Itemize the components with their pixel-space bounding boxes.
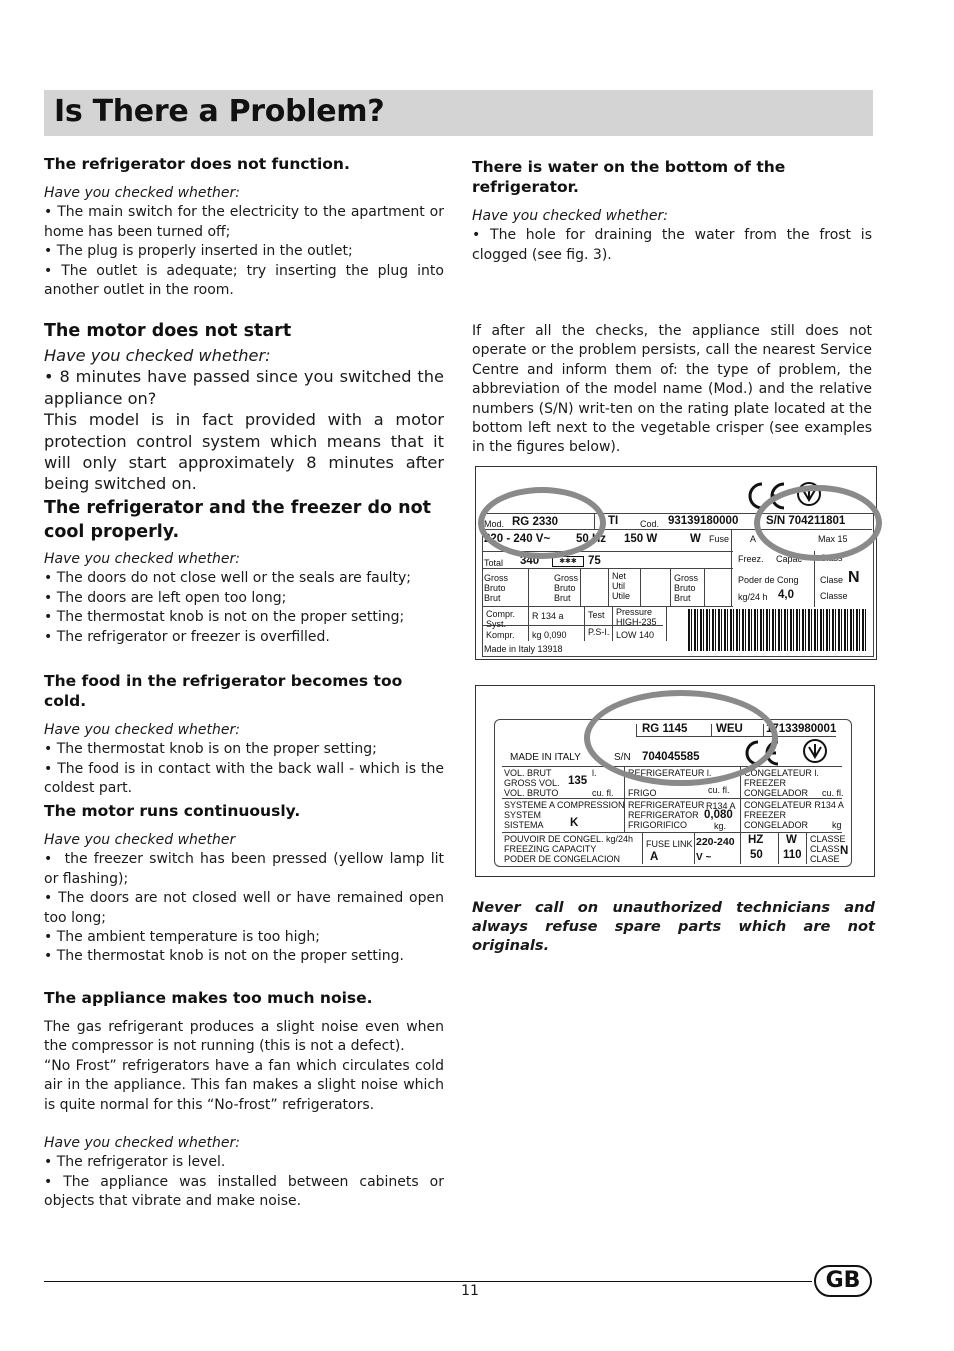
title-bar	[44, 90, 873, 136]
list-item: • The doors are left open too long;	[44, 589, 444, 608]
section-water-bottom	[472, 157, 872, 265]
plate-text: 340	[520, 555, 540, 567]
list-item: • The refrigerator or freezer is overfilled.	[44, 628, 444, 647]
warning-text: Never call on unauthorized technicians and always refuse spare parts which are not originals.	[472, 899, 875, 954]
imq-mark-icon	[802, 738, 828, 764]
plate-text: 50	[750, 849, 763, 861]
plate-text: POUVOIR DE CONGEL. kg/24h FREEZING CAPACITY PODER DE CONGELACION	[504, 834, 634, 864]
section-heading: The appliance makes too much noise.	[44, 989, 373, 1007]
plate-text: REFRIGERATEUR l.	[628, 768, 712, 778]
check-label: Have you checked whether:	[472, 208, 668, 224]
check-label: Have you checked whether:	[44, 551, 240, 567]
section-service	[472, 322, 872, 458]
section-runs-continuously	[44, 801, 444, 967]
check-label: Have you checked whether	[44, 832, 236, 848]
plate-text: CONGELATEUR R134 A FREEZER CONGELADOR	[744, 800, 844, 830]
section-heading: The motor does not start	[44, 321, 292, 341]
plate-text: TI	[608, 515, 619, 527]
warning-note	[472, 898, 875, 955]
plate-text: FUSE LINK	[646, 839, 693, 849]
plate-text: R 134 a	[532, 611, 564, 621]
plate-text: 135	[568, 775, 588, 787]
plate-text: P.S-I.	[588, 627, 610, 637]
section-heading: The food in the refrigerator becomes too cold.	[44, 672, 403, 710]
plate-text: Gross Bruto Brut	[554, 573, 579, 603]
star-rating-icon: ✱✱✱	[552, 556, 584, 567]
plate-text: W	[690, 533, 701, 545]
plate-text: S/N	[614, 752, 631, 763]
plate-text: 4,0	[778, 589, 794, 601]
plate-text: Freez.	[738, 554, 764, 564]
plate-text: A	[650, 851, 659, 863]
climate-class: N	[848, 569, 860, 586]
plate-text: CLASSE CLASS CLASE	[810, 834, 846, 864]
list-item: • The thermostat knob is not on the proper setting.	[44, 947, 444, 966]
section-heading: The refrigerator and the freezer do not cool properly.	[44, 498, 431, 542]
highlight-ring-icon	[584, 690, 778, 786]
section-noise	[44, 988, 444, 1212]
plate-code: 93139180000	[668, 515, 739, 527]
plate-text: Cod.	[640, 519, 660, 529]
list-item: • The outlet is adequate; try inserting the plug into another outlet in the room.	[44, 262, 444, 301]
plate-text: W	[786, 834, 797, 846]
check-label: Have you checked whether:	[44, 1135, 240, 1152]
list-item: • The ambient temperature is too high;	[44, 928, 444, 947]
list-item: • The thermostat knob is not on the proper setting;	[44, 608, 444, 627]
language-badge: GB	[814, 1265, 872, 1297]
list-item: • The appliance was installed between cabinets or objects that vibrate and make noise.	[44, 1173, 444, 1212]
plate-text: Made in Italy 13918	[484, 644, 563, 654]
plate-text: cu. fl.	[822, 788, 844, 798]
plate-text: HZ	[748, 834, 764, 846]
plate-text: Capac	[776, 554, 803, 564]
plate-text: kg.	[714, 821, 727, 831]
body-text: The gas refrigerant produces a slight noise even when the compressor is not running (this is not a defect).	[44, 1019, 444, 1055]
plate-text: MADE IN ITALY	[510, 752, 581, 763]
footer-rule	[44, 1281, 812, 1282]
list-item: • the freezer switch has been pressed (yellow lamp lit or flashing);	[44, 850, 444, 889]
plate-text: 75	[588, 555, 601, 567]
section-motor-not-start	[44, 319, 444, 495]
page-number: 11	[461, 1283, 479, 1299]
plate-text: Class	[820, 553, 843, 563]
highlight-ring-icon	[754, 485, 882, 561]
plate-text: WEU	[716, 723, 743, 735]
plate-text: Net Util Utile	[612, 571, 631, 601]
section-not-function	[44, 154, 444, 300]
plate-text: CONGELATEUR l. FREEZER CONGELADOR	[744, 768, 819, 798]
plate-text: 220-240	[696, 836, 735, 848]
plate-text: 50 Hz	[576, 533, 607, 545]
plate-text: LOW 140	[616, 630, 655, 640]
check-label: Have you checked whether:	[44, 346, 271, 365]
plate-text: Gross Bruto Brut	[674, 573, 699, 603]
list-item: • The plug is properly inserted in the outlet;	[44, 242, 444, 261]
plate-text: 220 - 240 V~	[484, 533, 551, 545]
list-item: • The food is in contact with the back wall - which is the coldest part.	[44, 760, 444, 799]
plate-text: SYSTEME A COMPRESSION SYSTEM SISTEMA	[504, 800, 625, 830]
plate-text: Fuse	[709, 534, 730, 544]
plate-text: V ~	[696, 852, 712, 863]
section-heading: The motor runs continuously.	[44, 802, 301, 820]
plate-text: Max 15	[818, 534, 848, 544]
body-text: This model is in fact provided with a motor protection control system which means that it will only start approximately 8 minutes after being switched on.	[44, 410, 444, 494]
section-heading: There is water on the bottom of the refrigerator.	[472, 158, 786, 196]
plate-text: Test	[588, 610, 605, 620]
plate-text: A	[750, 534, 757, 544]
plate-text: K	[570, 817, 579, 829]
list-item: • The doors are not closed well or have remained open too long;	[44, 889, 444, 928]
plate-text: Gross Bruto Brut	[484, 573, 509, 603]
climate-class: N	[840, 845, 849, 857]
plate-text: 110	[783, 849, 802, 861]
plate-text: REFRIGERATEUR REFRIGERATOR FRIGORIFICO	[628, 800, 705, 830]
list-item: • The doors do not close well or the seals are faulty;	[44, 569, 444, 588]
page-title: Is There a Problem?	[54, 94, 385, 129]
plate-text: cu. fl.	[592, 788, 614, 798]
list-item: • The main switch for the electricity to the apartment or home has been turned off;	[44, 203, 444, 242]
list-item: • The thermostat knob is on the proper setting;	[44, 740, 444, 759]
model-number: RG 2330	[512, 516, 559, 528]
serial-number: S/N 704211801	[766, 515, 846, 527]
plate-text: l.	[592, 768, 597, 778]
plate-text: 0,080	[704, 809, 733, 821]
plate-text: kg/24 h	[738, 592, 768, 602]
check-label: Have you checked whether:	[44, 185, 240, 201]
model-number: RG 1145	[642, 723, 688, 735]
section-heading: The refrigerator does not function.	[44, 155, 350, 173]
plate-text: Kompr.	[486, 630, 515, 640]
plate-text: Total	[484, 558, 504, 568]
plate-text: Compr. Syst.	[486, 609, 516, 629]
plate-text: Classe	[820, 591, 848, 601]
plate-text: Pressure HIGH-235	[616, 607, 657, 627]
section-too-cold	[44, 671, 444, 799]
plate-text: Clase	[820, 575, 844, 585]
plate-text: kg	[832, 820, 842, 830]
body-text: If after all the checks, the appliance still does not operate or the problem persists, call the nearest Service Centre and inform them of: the type of problem, the abbreviation of the model name (Mod.) and the relative numbers (S/N) writ-ten on the rating plate located at the bottom left next to the vegetable crisper (see examples in the figures below).	[472, 323, 872, 456]
plate-text: 150 W	[624, 533, 658, 545]
serial-number: 704045585	[642, 751, 700, 763]
rating-plate-2	[475, 685, 875, 877]
rating-plate-1	[475, 466, 877, 660]
barcode-icon	[688, 609, 868, 651]
plate-text: cu. fl.	[708, 785, 730, 795]
check-label: Have you checked whether:	[44, 722, 240, 738]
plate-text: VOL. BRUT GROSS VOL. VOL. BRUTO	[504, 768, 560, 798]
section-not-cool	[44, 496, 444, 647]
plate-text: kg 0,090	[532, 630, 567, 640]
plate-text: FRIGO	[628, 788, 657, 798]
list-item: • The refrigerator is level.	[44, 1153, 444, 1172]
plate-text: R134 A	[706, 801, 736, 811]
body-text: “No Frost” refrigerators have a fan which circulates cold air in the appliance. This fan makes a slight noise which is quite normal for this “No-frost” refrigerators.	[44, 1057, 444, 1113]
list-item: • 8 minutes have passed since you switched the appliance on?	[44, 366, 444, 409]
highlight-ring-icon	[478, 487, 606, 559]
plate-text: Poder de Cong	[738, 575, 799, 585]
list-item: • The hole for draining the water from the frost is clogged (see fig. 3).	[472, 226, 872, 265]
plate-code: 17133980001	[766, 723, 837, 735]
plate-text: Mod.	[484, 519, 505, 529]
